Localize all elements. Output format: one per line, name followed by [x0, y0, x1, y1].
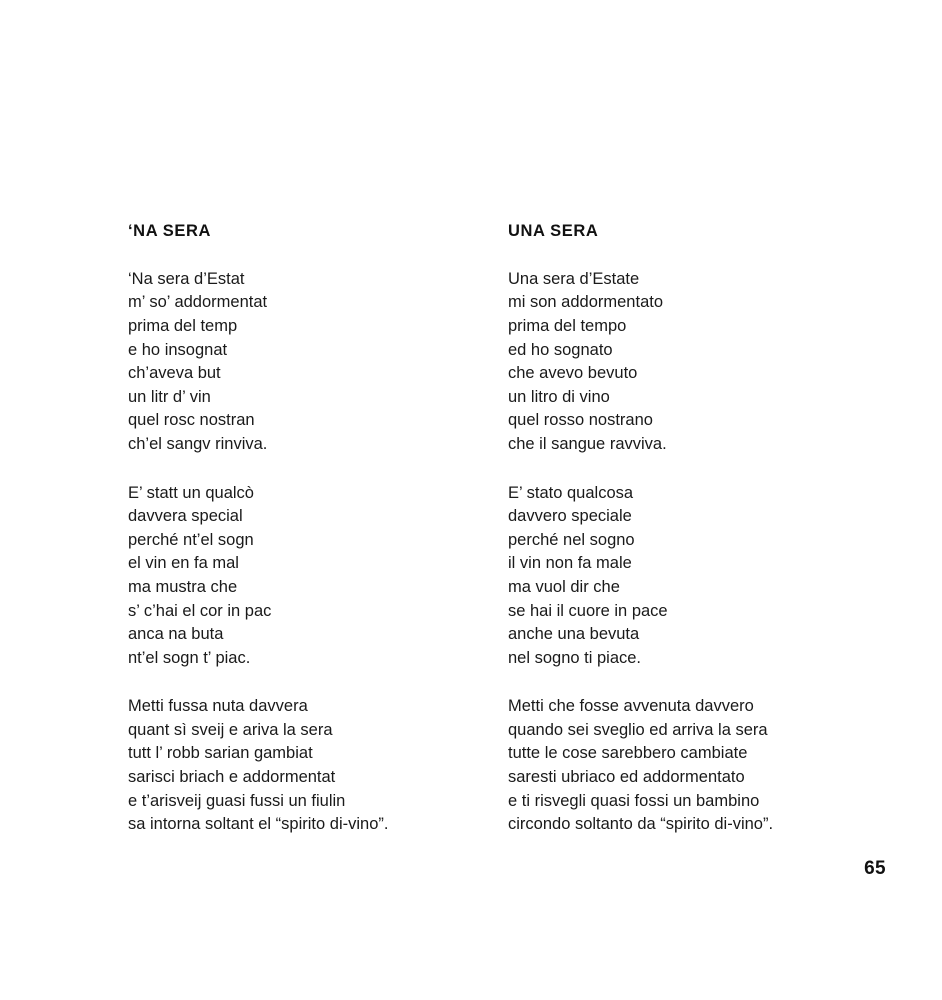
poem-line: sa intorna soltant el “spirito di-vino”. [128, 815, 389, 834]
poem-line: perché nt’el sogn [128, 530, 254, 549]
stanza [508, 268, 888, 457]
poem-column-italian [508, 222, 888, 837]
poem-column-dialect [128, 222, 508, 837]
poem-line: quel rosso nostrano [508, 411, 653, 430]
poem-line: circondo soltanto da “spirito di-vino”. [508, 815, 774, 834]
poem-line: E’ statt un qualcò [128, 483, 254, 502]
poem-line: davvera special [128, 507, 243, 526]
poem-line: un litro di vino [508, 387, 610, 406]
poem-line: sarisci briach e addormentat [128, 768, 336, 787]
poem-line: prima del temp [128, 316, 238, 335]
poem-line: e ti risvegli quasi fossi un bambino [508, 791, 760, 810]
poem-line: prima del tempo [508, 316, 627, 335]
poem-line: che avevo bevuto [508, 364, 638, 383]
stanza [128, 268, 508, 457]
poem-line: che il sangue ravviva. [508, 434, 667, 453]
poem-line: el vin en fa mal [128, 554, 239, 573]
poem-title-dialect: ‘NA SERA [128, 222, 212, 240]
poem-line: nel sogno ti piace. [508, 648, 642, 667]
page-number: 65 [864, 858, 886, 879]
poem-line: ma vuol dir che [508, 577, 620, 596]
poem-line: il vin non fa male [508, 554, 632, 573]
poem-line: e t’arisveij guasi fussi un fiulin [128, 791, 346, 810]
poem-line: un litr d’ vin [128, 387, 211, 406]
stanza [508, 695, 888, 837]
stanza [128, 482, 508, 671]
poem-line: davvero speciale [508, 507, 632, 526]
poem-line: anche una bevuta [508, 625, 640, 644]
poem-line: s’ c’hai el cor in pac [128, 601, 272, 620]
poem-line: E’ stato qualcosa [508, 483, 634, 502]
poem-line: ma mustra che [128, 577, 238, 596]
stanza [508, 482, 888, 671]
poem-line: Metti fussa nuta davvera [128, 697, 308, 716]
stanza [128, 695, 508, 837]
poem-line: saresti ubriaco ed addormentato [508, 768, 745, 787]
poem-line: se hai il cuore in pace [508, 601, 668, 620]
poem-line: tutt l’ robb sarian gambiat [128, 744, 313, 763]
poem-line: tutte le cose sarebbero cambiate [508, 744, 748, 763]
poem-line: e ho insognat [128, 340, 228, 359]
poem-columns [128, 222, 888, 837]
poem-line: mi son addormentato [508, 293, 664, 312]
poem-line: anca na buta [128, 625, 224, 644]
poem-line: ch’el sangv rinviva. [128, 434, 268, 453]
poem-line: quando sei sveglio ed arriva la sera [508, 720, 768, 739]
poem-line: quant sì sveij e ariva la sera [128, 720, 333, 739]
poem-line: Una sera d’Estate [508, 269, 640, 288]
poem-line: ed ho sognato [508, 340, 613, 359]
poem-line: quel rosc nostran [128, 411, 255, 430]
poem-line: Metti che fosse avvenuta davvero [508, 697, 754, 716]
poem-line: ‘Na sera d’Estat [128, 269, 245, 288]
poem-line: nt’el sogn t’ piac. [128, 648, 251, 667]
poem-line: perché nel sogno [508, 530, 635, 549]
poem-title-italian: UNA SERA [508, 222, 599, 240]
poem-line: m’ so’ addormentat [128, 293, 268, 312]
poem-line: ch’aveva but [128, 364, 221, 383]
